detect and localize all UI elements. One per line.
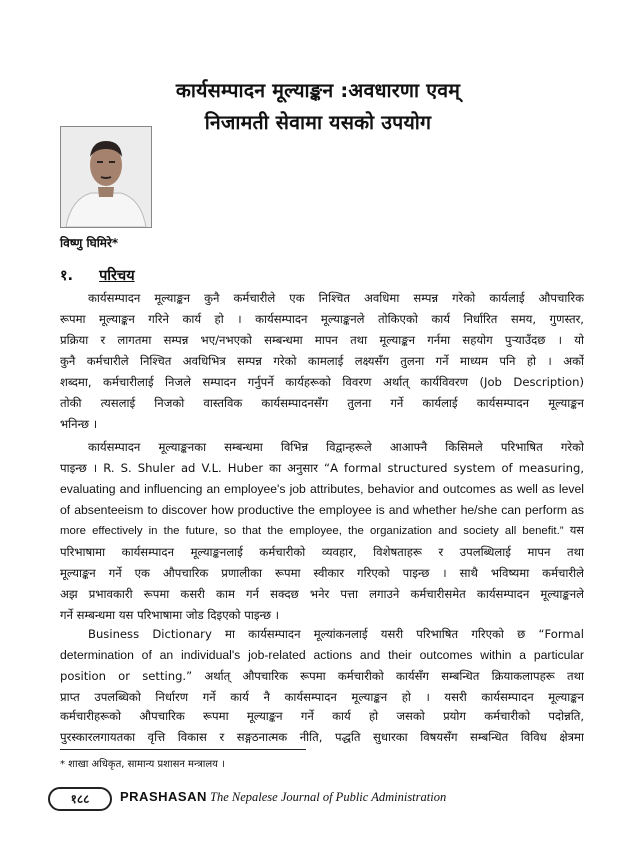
section-number: १. [60,268,74,284]
body-line: प्रक्रिया र लागतमा सम्पन्न भए/नभएको सम्बन्धमा मापन तथा मूल्याङ्कन गर्नमा सहयोग पुऱ्याउँदछ । यो [60,333,584,347]
journal-brand: PRASHASAN [120,789,207,804]
footnote: * शाखा अधिकृत, सामान्य प्रशासन मन्त्रालय । [60,759,225,770]
body-line: कुनै कर्मचारीले निश्चित अवधिभित्र सम्पन्न गरेको कामलाई लक्ष्यसँग तुलना गर्ने माध्यम पनि हो । अर्को [60,354,584,368]
author-photo [60,126,152,228]
body-line: पुरस्कारलगायतका वृत्ति विकास र सङ्गठनात्मक नीति, पद्धति सुधारका विषयसँग सम्बन्धित विविध क्षेत्रमा [60,730,584,744]
body-line: कर्मचारीहरूको औपचारिक रूपमा मूल्याङ्कन गर्ने कार्य हो जसको प्रयोग कर्मचारीको पदोन्नति, [60,709,584,723]
journal-name: The Nepalese Journal of Public Administration [210,790,447,804]
body-line: रूपमा मूल्याङ्कन गरिने कार्य हो । कार्यसम्पादन मूल्याङ्कनले तोकिएको कार्य निर्धारित समय, गुणस्तर, [60,312,584,326]
body-line: पाइन्छ । R. S. Shuler ad V.L. Huber का अनुसार “A formal structured system of measuring, [60,461,584,475]
body-line: प्राप्त उपलब्धिको निर्धारण गर्ने कार्य नै कार्यसम्पादन मूल्याङ्कन हो । यसरी कार्यसम्पादन मूल्याङ्कन [60,690,584,704]
body-line: परिभाषामा कार्यसम्पादन मूल्याङ्कनलाई कर्मचारीको व्यवहार, विशेषताहरू र उपलब्धिलाई मापन तथा [60,545,584,559]
body-line: शब्दमा, कर्मचारीलाई निजले सम्पादन गर्नुपर्ने कार्यहरूको विवरण अर्थात् कार्यविवरण (Job Description) [60,375,584,389]
body-line: गर्ने सम्बन्धमा यस परिभाषामा जोड दिइएको पाइन्छ । [60,608,280,622]
body-line: कार्यसम्पादन मूल्याङ्कनका सम्बन्धमा विभिन्न विद्वान्हरूले आआफ्नै किसिमले परिभाषित गरेको [88,440,584,454]
body-line: of absenteeism to discover how productive the employee is and whether he/she can perform as [60,503,584,517]
body-line: position or setting.” अर्थात् औपचारिक रूपमा कर्मचारीको कार्यसँग सम्बन्धित क्रियाकलापहरू तथा [60,669,584,683]
page-footer [48,784,588,812]
body-line: भनिन्छ । [60,417,98,431]
article-title-line-1: कार्यसम्पादन मूल्याङ्कन :अवधारणा एवम् [175,79,461,102]
author-name: विष्णु घिमिरे* [60,236,119,250]
body-line: Business Dictionary मा कार्यसम्पादन मूल्यांकनलाई यसरी परिभाषित गरिएको छ “Formal [88,627,584,641]
body-line: कार्यसम्पादन मूल्याङ्कन कुनै कर्मचारीले एक निश्चित अवधिमा सम्पन्न गरेको कार्यलाई औपचारिक [88,291,584,305]
body-line: मूल्याङ्कन गर्ने एक औपचारिक प्रणालीका रूपमा स्वीकार गरिएको पाइन्छ । साथै भविष्यमा कर्मचारीले [60,566,584,580]
page-number: १८८ [48,787,112,811]
body-line: evaluating and influencing an employee's job attributes, behavior and outcomes as well as level [60,482,584,496]
body-line: तोकी त्यसलाई निजको वास्तविक कार्यसम्पादनसँग तुलना गर्ने कार्यलाई कार्यसम्पादन मूल्याङ्कन [60,396,584,410]
body-line: अझ प्रभावकारी रूपमा कसरी काम गर्न सक्दछ भनेर पत्ता लगाउने कर्मचारीसमेत कार्यसम्पादन मूल्याङ्कनले [60,587,584,601]
section-heading [60,265,135,285]
footnote-divider [60,749,306,750]
article-title-line-2: निजामती सेवामा यसको उपयोग [204,111,432,134]
section-title: परिचय [99,268,135,284]
body-line: more effectively in the future, so that the employee, the organization and society all benefit.” यस [60,525,584,537]
body-line: determination of an individual's job-related actions and their outcomes within a particular [60,648,584,662]
